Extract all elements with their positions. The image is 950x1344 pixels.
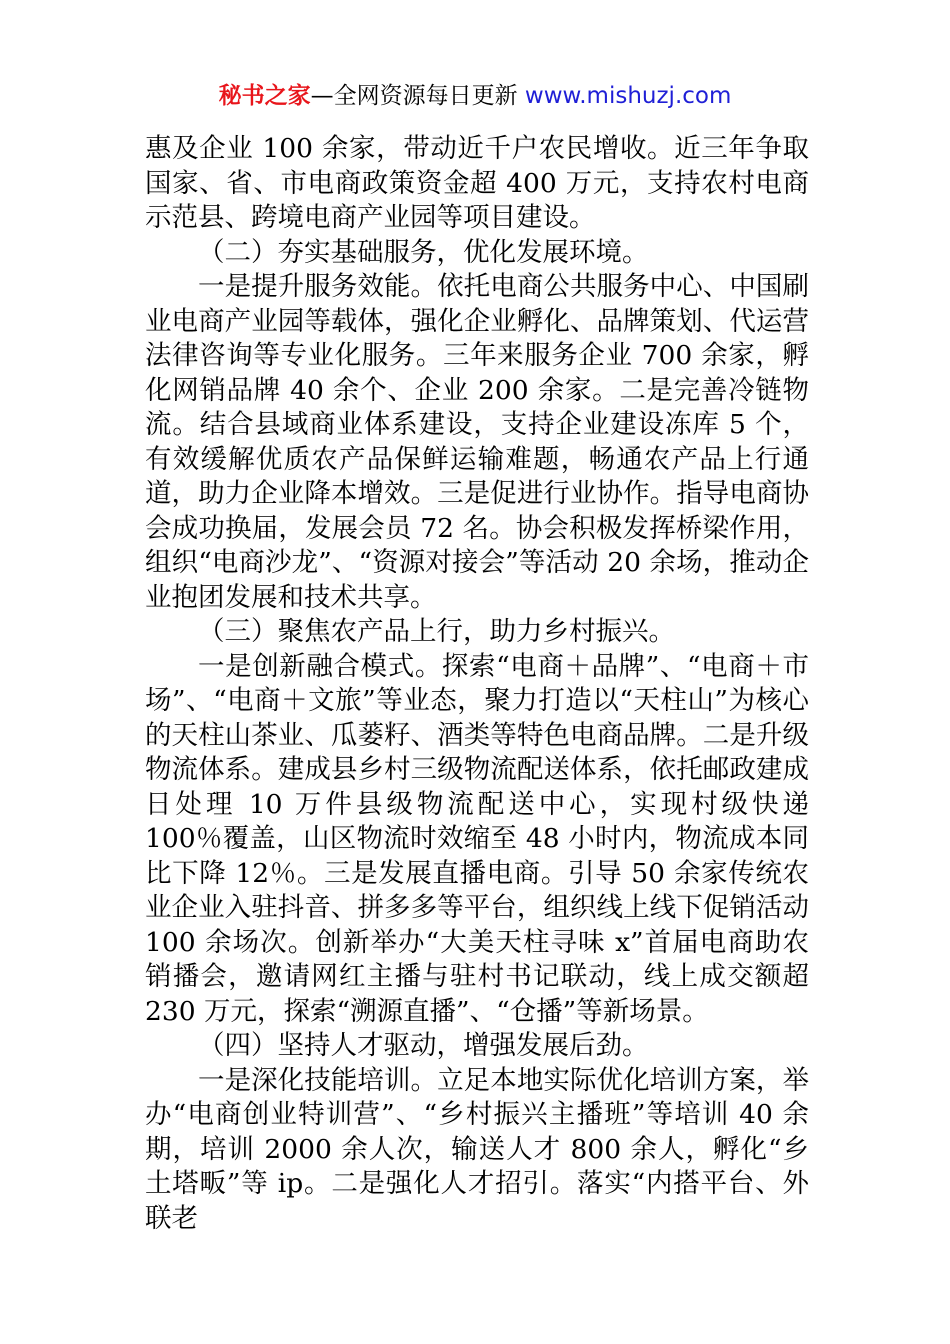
paragraph-agri-products: 一是创新融合模式。探索“电商＋品牌”、“电商＋市场”、“电商＋文旅”等业态，聚力打造以“天柱山”为核心的天柱山茶业、瓜蒌籽、酒类等特色电商品牌。二是升级物流体系。建成县乡村三级物流配送体系，依托邮政建成日处理 10 万件县级物流配送中心，实现村级快递 100％覆盖，山区物流时效缩至 48 小时内，物流成本同比下降 12％。三是发展直播电商。引导 50 余家传统农业企业入驻抖音、拼多多等平台，组织线上线下促销活动 100 余场次。创新举办“大美天柱寻味 x”首届电商助农销播会，邀请网红主播与驻村书记联动，线上成交额超 230 万元，探索“溯源直播”、“仓播”等新场景。 [145, 650, 809, 1027]
site-url-link[interactable]: www.mishuzj.com [524, 83, 732, 109]
section-heading-4: （四）坚持人才驱动，增强发展后劲。 [198, 1030, 649, 1061]
section-heading-2: （二）夯实基础服务，优化发展环境。 [198, 236, 649, 268]
site-tagline: —全网资源每日更新 [310, 83, 518, 109]
paragraph-services: 一是提升服务效能。依托电商公共服务中心、中国刷业电商产业园等载体，强化企业孵化、品牌策划、代运营法律咨询等专业化服务。三年来服务企业 700 余家，孵化网销品牌 40 余个、企业 200 余家。二是完善冷链物流。结合县域商业体系建设，支持企业建设冻库 5 个，有效缓解优质农产品保鲜运输难题，畅通农产品上行通道，助力企业降本增效。三是促进行业协作。指导电商协会成功换届，发展会员 72 名。协会积极发挥桥梁作用，组织“电商沙龙”、“资源对接会”等活动 20 余场，推动企业抱团发展和技术共享。 [145, 271, 809, 613]
site-brand: 秘书之家 [218, 83, 311, 109]
section-heading-3: （三）聚焦农产品上行，助力乡村振兴。 [198, 616, 675, 647]
paragraph-talent: 一是深化技能培训。立足本地实际优化培训方案，举办“电商创业特训营”、“乡村振兴主播班”等培训 40 余期，培训 2000 余人次，输送人才 800 余人，孵化“乡土塔畈”等 ip。二是强化人才招引。落实“内搭平台、外联老 [145, 1064, 809, 1234]
paragraph-continuation: 惠及企业 100 余家，带动近千户农民增收。近三年争取国家、省、市电商政策资金超 400 万元，支持农村电商示范县、跨境电商产业园等项目建设。 [145, 133, 809, 233]
document-body [145, 132, 809, 1236]
site-header [0, 80, 950, 112]
